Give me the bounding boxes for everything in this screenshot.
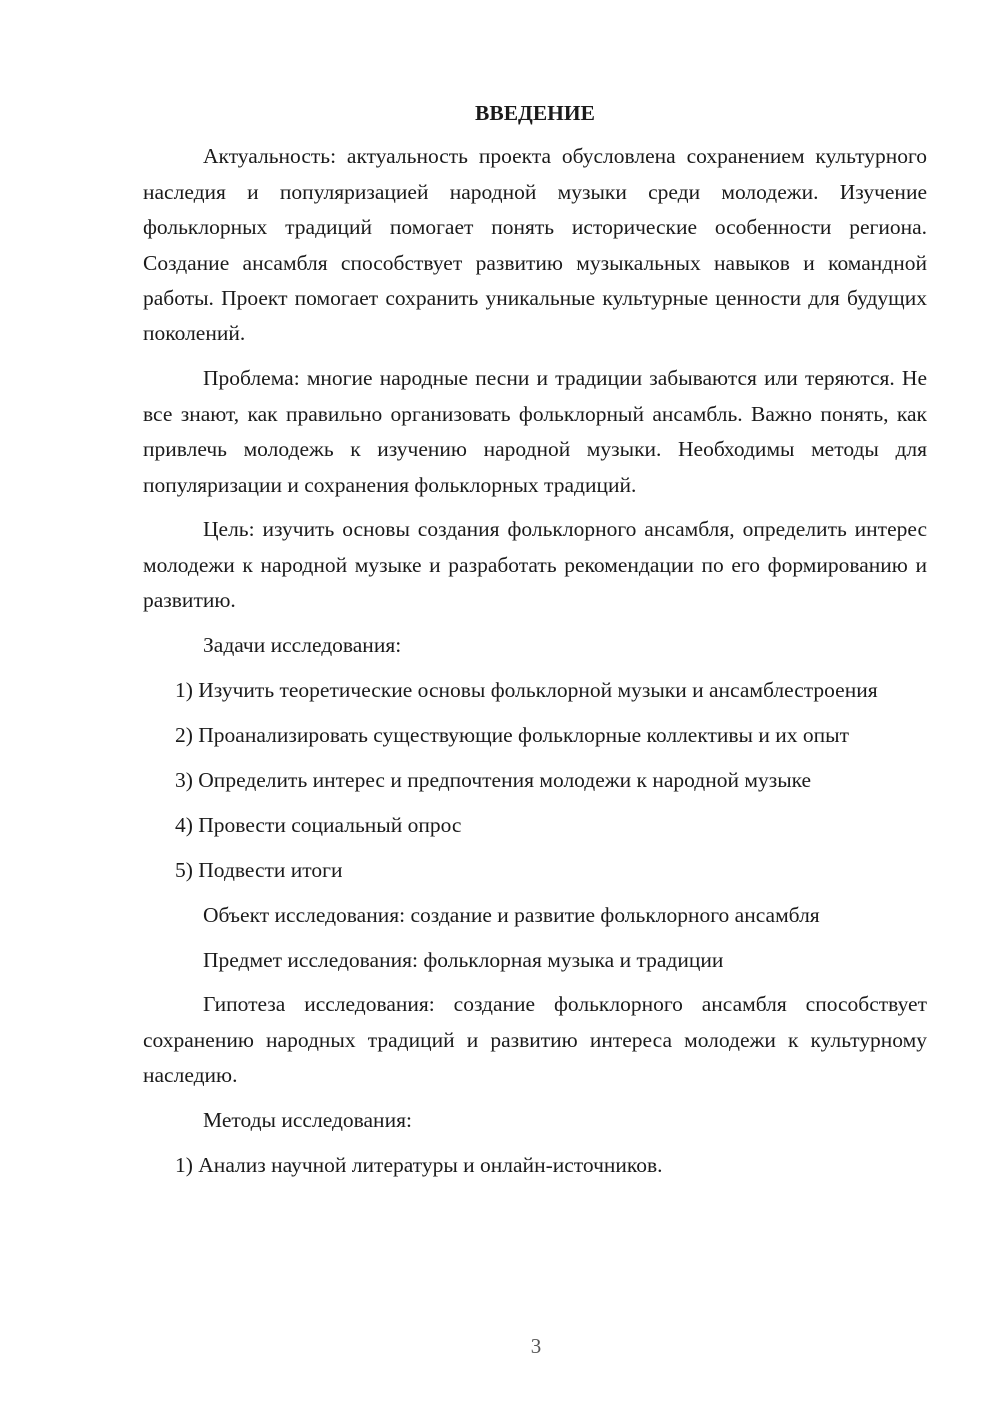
subject-line: Предмет исследования: фольклорная музыка и традиции <box>203 947 724 972</box>
task-item-4: 4) Провести социальный опрос <box>175 812 462 837</box>
hypothesis-paragraph: Гипотеза исследования: создание фольклорного ансамбля способствует сохранению народных традиций и развитию интереса молодежи к культурному наследию. <box>143 992 927 1088</box>
page-title: ВВЕДЕНИЕ <box>475 101 595 125</box>
relevance-paragraph: Актуальность: актуальность проекта обусловлена сохранением культурного наследия и популяризацией народной музыки среди молодежи. Изучение фольклорных традиций помогает понять исторические особенности региона. Создание ансамбля способствует развитию музыкальных навыков и командной работы. Проект помогает сохранить уникальные культурные ценности для будущих поколений. <box>143 144 927 346</box>
task-item-5: 5) Подвести итоги <box>175 857 343 882</box>
methods-heading: Методы исследования: <box>203 1108 412 1133</box>
goal-paragraph: Цель: изучить основы создания фольклорного ансамбля, определить интерес молодежи к народной музыке и разработать рекомендации по его формированию и развитию. <box>143 517 927 613</box>
tasks-heading: Задачи исследования: <box>203 633 402 658</box>
object-line: Объект исследования: создание и развитие фольклорного ансамбля <box>203 902 820 927</box>
task-item-3: 3) Определить интерес и предпочтения молодежи к народной музыке <box>175 767 812 792</box>
method-item-1: 1) Анализ научной литературы и онлайн-источников. <box>175 1153 663 1178</box>
problem-paragraph: Проблема: многие народные песни и традиции забываются или теряются. Не все знают, как правильно организовать фольклорный ансамбль. Важно понять, как привлечь молодежь к изучению народной музыки. Необходимы методы для популяризации и сохранения фольклорных традиций. <box>143 366 927 497</box>
page-content <box>143 96 927 1193</box>
page-number: 3 <box>530 1334 542 1358</box>
task-item-2: 2) Проанализировать существующие фольклорные коллективы и их опыт <box>175 723 849 747</box>
task-item-1: 1) Изучить теоретические основы фольклорной музыки и ансамблестроения <box>175 678 878 703</box>
